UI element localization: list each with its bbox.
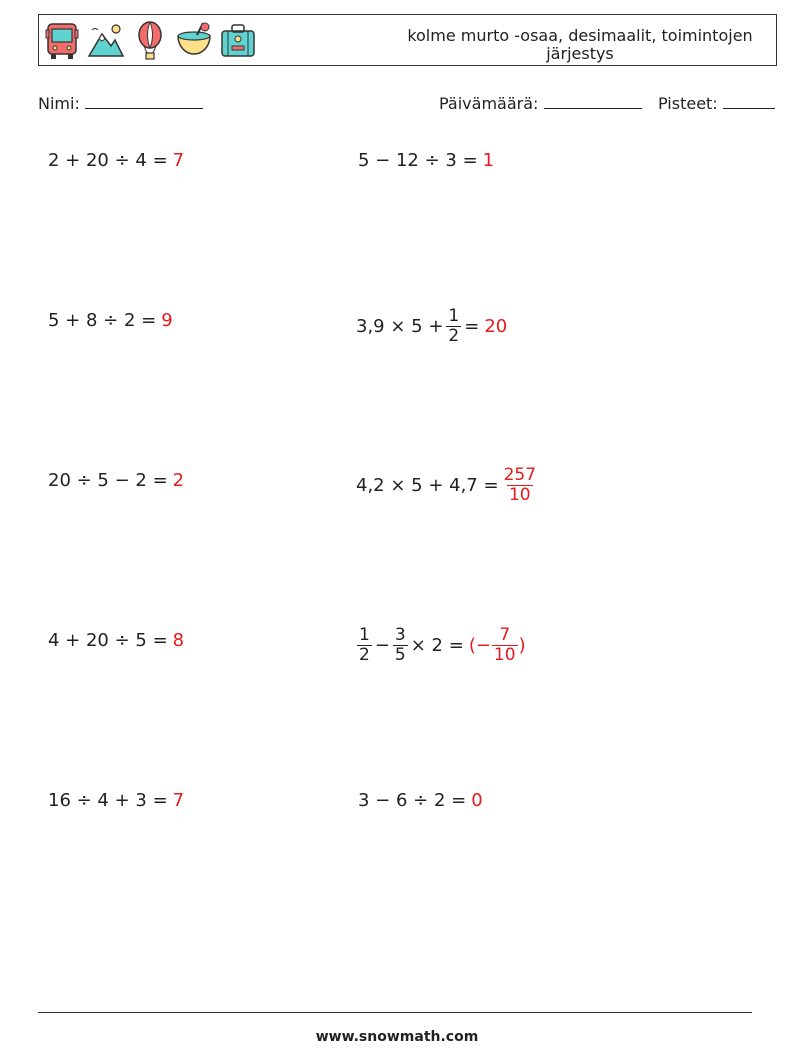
fraction-denominator: 2 bbox=[448, 326, 460, 346]
problem-expression: × 2 = bbox=[410, 635, 464, 656]
fraction-numerator: 1 bbox=[359, 625, 370, 645]
worksheet-header bbox=[38, 14, 777, 66]
problem-expression: 4 + 20 ÷ 5 = bbox=[48, 630, 168, 651]
problem-10 bbox=[358, 790, 483, 811]
problem-answer: 20 bbox=[484, 316, 508, 337]
fraction-numerator: 1 bbox=[448, 306, 460, 326]
problem-5 bbox=[48, 470, 184, 491]
fraction-denominator: 10 bbox=[493, 645, 516, 665]
problem-answer: 7 bbox=[172, 790, 185, 811]
minus-sign: − bbox=[374, 635, 390, 656]
bus-icon bbox=[43, 20, 81, 62]
name-blank[interactable] bbox=[85, 94, 203, 109]
name-field bbox=[38, 94, 203, 113]
problem-expression: 5 − 12 ÷ 3 = bbox=[358, 150, 478, 171]
score-label: Pisteet: bbox=[658, 94, 718, 113]
problem-expression: 3,9 × 5 + bbox=[356, 316, 444, 337]
fraction-denominator: 5 bbox=[394, 645, 406, 665]
fraction-numerator: 3 bbox=[394, 625, 406, 645]
footer-site-link[interactable]: www.snowmath.com bbox=[315, 1029, 479, 1045]
problem-1 bbox=[48, 150, 184, 171]
problem-6 bbox=[356, 466, 541, 505]
date-field bbox=[439, 94, 642, 113]
problem-answer: 1 bbox=[482, 150, 495, 171]
problem-answer: 8 bbox=[172, 630, 185, 651]
problem-answer: 0 bbox=[471, 790, 483, 811]
answer-close-paren: ) bbox=[518, 635, 526, 656]
fraction bbox=[393, 626, 408, 665]
problem-4 bbox=[356, 307, 507, 346]
problem-expression: 20 ÷ 5 − 2 = bbox=[48, 470, 168, 491]
icon-strip bbox=[43, 20, 257, 62]
problem-8 bbox=[354, 626, 526, 665]
score-field bbox=[658, 94, 775, 113]
fraction-numerator: 257 bbox=[503, 465, 537, 485]
name-label: Nimi: bbox=[38, 94, 80, 113]
problem-7 bbox=[48, 630, 184, 651]
date-label: Päivämäärä: bbox=[439, 94, 539, 113]
worksheet-title: kolme murto -osaa, desimaalit, toimintojen järjestys bbox=[407, 26, 753, 63]
fraction-denominator: 2 bbox=[359, 645, 370, 665]
answer-fraction bbox=[502, 466, 538, 505]
fraction-numerator: 7 bbox=[499, 625, 511, 645]
problem-expression: 5 + 8 ÷ 2 = bbox=[48, 310, 157, 331]
problem-expression: 2 + 20 ÷ 4 = bbox=[48, 150, 168, 171]
fraction-denominator: 10 bbox=[508, 485, 531, 505]
problem-2 bbox=[358, 150, 494, 171]
date-blank[interactable] bbox=[544, 94, 642, 109]
fraction bbox=[446, 307, 461, 346]
problem-9 bbox=[48, 790, 184, 811]
mountain-icon bbox=[87, 20, 125, 62]
problem-expression: 16 ÷ 4 + 3 = bbox=[48, 790, 168, 811]
problem-answer: 2 bbox=[172, 470, 185, 491]
fraction bbox=[357, 626, 372, 665]
problem-expression: 4,2 × 5 + 4,7 = bbox=[356, 475, 499, 496]
answer-open-paren: (− bbox=[468, 635, 491, 656]
problem-answer: 7 bbox=[172, 150, 185, 171]
problem-answer: 9 bbox=[161, 310, 173, 331]
coconut-drink-icon bbox=[175, 20, 213, 62]
equals-sign: = bbox=[464, 316, 480, 337]
footer-divider bbox=[38, 1012, 752, 1013]
answer-fraction bbox=[492, 626, 518, 665]
hot-air-balloon-icon bbox=[131, 20, 169, 62]
suitcase-icon bbox=[219, 20, 257, 62]
problem-expression: 3 − 6 ÷ 2 = bbox=[358, 790, 467, 811]
score-blank[interactable] bbox=[723, 94, 775, 109]
problem-3 bbox=[48, 310, 173, 331]
